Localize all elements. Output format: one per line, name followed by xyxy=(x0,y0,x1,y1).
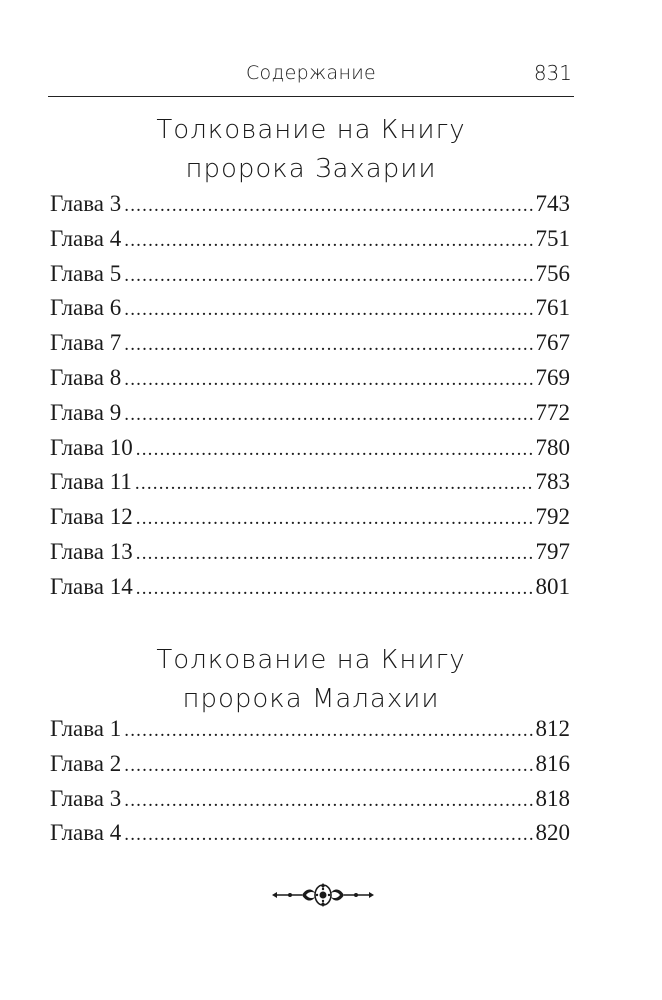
dot-leader xyxy=(124,230,533,252)
toc-entry-label: Глава 14 xyxy=(50,573,133,599)
toc-entry-page: 818 xyxy=(535,785,570,811)
toc-entry[interactable] xyxy=(50,226,570,261)
toc-entry-page: 769 xyxy=(535,364,570,390)
toc-entry-page: 792 xyxy=(535,504,570,530)
dot-leader xyxy=(136,578,534,600)
toc-entry-label: Глава 2 xyxy=(50,750,122,776)
dot-leader xyxy=(124,755,533,777)
toc-entry-page: 761 xyxy=(535,295,570,321)
toc-entry-label: Глава 1 xyxy=(50,716,122,741)
toc-entry-page: 797 xyxy=(535,538,570,564)
toc-entry-page: 783 xyxy=(535,469,570,495)
section-title-malachi xyxy=(48,641,574,719)
toc-entry-label: Глава 3 xyxy=(50,785,122,811)
toc-entry[interactable] xyxy=(50,435,570,470)
toc-entry-label: Глава 9 xyxy=(50,399,122,425)
toc-entry-page: 767 xyxy=(535,330,570,356)
section-title-line: Толкование на Книгу xyxy=(156,645,466,675)
dot-leader xyxy=(135,473,534,495)
toc-entry-label: Глава 5 xyxy=(50,260,122,286)
toc-entry-label: Глава 11 xyxy=(50,469,132,495)
toc-entry[interactable] xyxy=(50,786,570,821)
toc-entry-page: 820 xyxy=(535,820,570,846)
toc-entry-page: 816 xyxy=(535,750,570,776)
page-number: 831 xyxy=(533,61,572,85)
toc-entry-label: Глава 10 xyxy=(50,434,133,460)
section-title-line: пророка Малахии xyxy=(182,684,440,714)
toc-entry-page: 780 xyxy=(535,434,570,460)
toc-entry-label: Глава 12 xyxy=(50,504,133,530)
toc-entry[interactable] xyxy=(50,539,570,574)
toc-entry-label: Глава 3 xyxy=(50,191,122,216)
toc-entry-page: 772 xyxy=(535,399,570,425)
dot-leader xyxy=(124,299,533,321)
toc-entry[interactable] xyxy=(50,295,570,330)
dot-leader xyxy=(124,404,533,426)
toc-entry-label: Глава 4 xyxy=(50,820,122,846)
toc-entry[interactable] xyxy=(50,820,570,855)
toc-entry-page: 743 xyxy=(535,191,570,216)
section-title-line: пророка Захарии xyxy=(185,154,437,184)
dot-leader xyxy=(124,824,533,846)
toc-entry-page: 812 xyxy=(535,716,570,741)
toc-entry-label: Глава 7 xyxy=(50,330,122,356)
toc-list-zechariah xyxy=(50,191,570,609)
dot-leader xyxy=(124,265,533,287)
toc-entry[interactable] xyxy=(50,365,570,400)
toc-entry-page: 751 xyxy=(535,225,570,251)
toc-entry[interactable] xyxy=(50,469,570,504)
toc-entry[interactable] xyxy=(50,261,570,296)
toc-entry[interactable] xyxy=(50,716,570,751)
dot-leader xyxy=(136,439,534,461)
toc-entry[interactable] xyxy=(50,400,570,435)
dot-leader xyxy=(124,720,533,742)
toc-entry-label: Глава 8 xyxy=(50,364,122,390)
section-title-line: Толкование на Книгу xyxy=(156,115,466,145)
toc-entry[interactable] xyxy=(50,191,570,226)
header-title: Содержание xyxy=(245,62,377,84)
toc-entry-page: 756 xyxy=(535,260,570,286)
toc-entry-label: Глава 6 xyxy=(50,295,122,321)
running-header xyxy=(48,60,574,97)
floral-divider-icon xyxy=(268,880,378,910)
dot-leader xyxy=(124,195,533,217)
toc-entry-page: 801 xyxy=(535,573,570,599)
toc-list-malachi xyxy=(50,716,570,855)
dot-leader xyxy=(136,508,534,530)
dot-leader xyxy=(124,790,533,812)
dot-leader xyxy=(124,334,533,356)
toc-entry-label: Глава 13 xyxy=(50,538,133,564)
dot-leader xyxy=(124,369,533,391)
toc-entry[interactable] xyxy=(50,504,570,539)
toc-entry[interactable] xyxy=(50,751,570,786)
dot-leader xyxy=(136,543,534,565)
section-title-zechariah xyxy=(48,111,574,189)
toc-entry-label: Глава 4 xyxy=(50,225,122,251)
toc-entry[interactable] xyxy=(50,574,570,609)
toc-entry[interactable] xyxy=(50,330,570,365)
